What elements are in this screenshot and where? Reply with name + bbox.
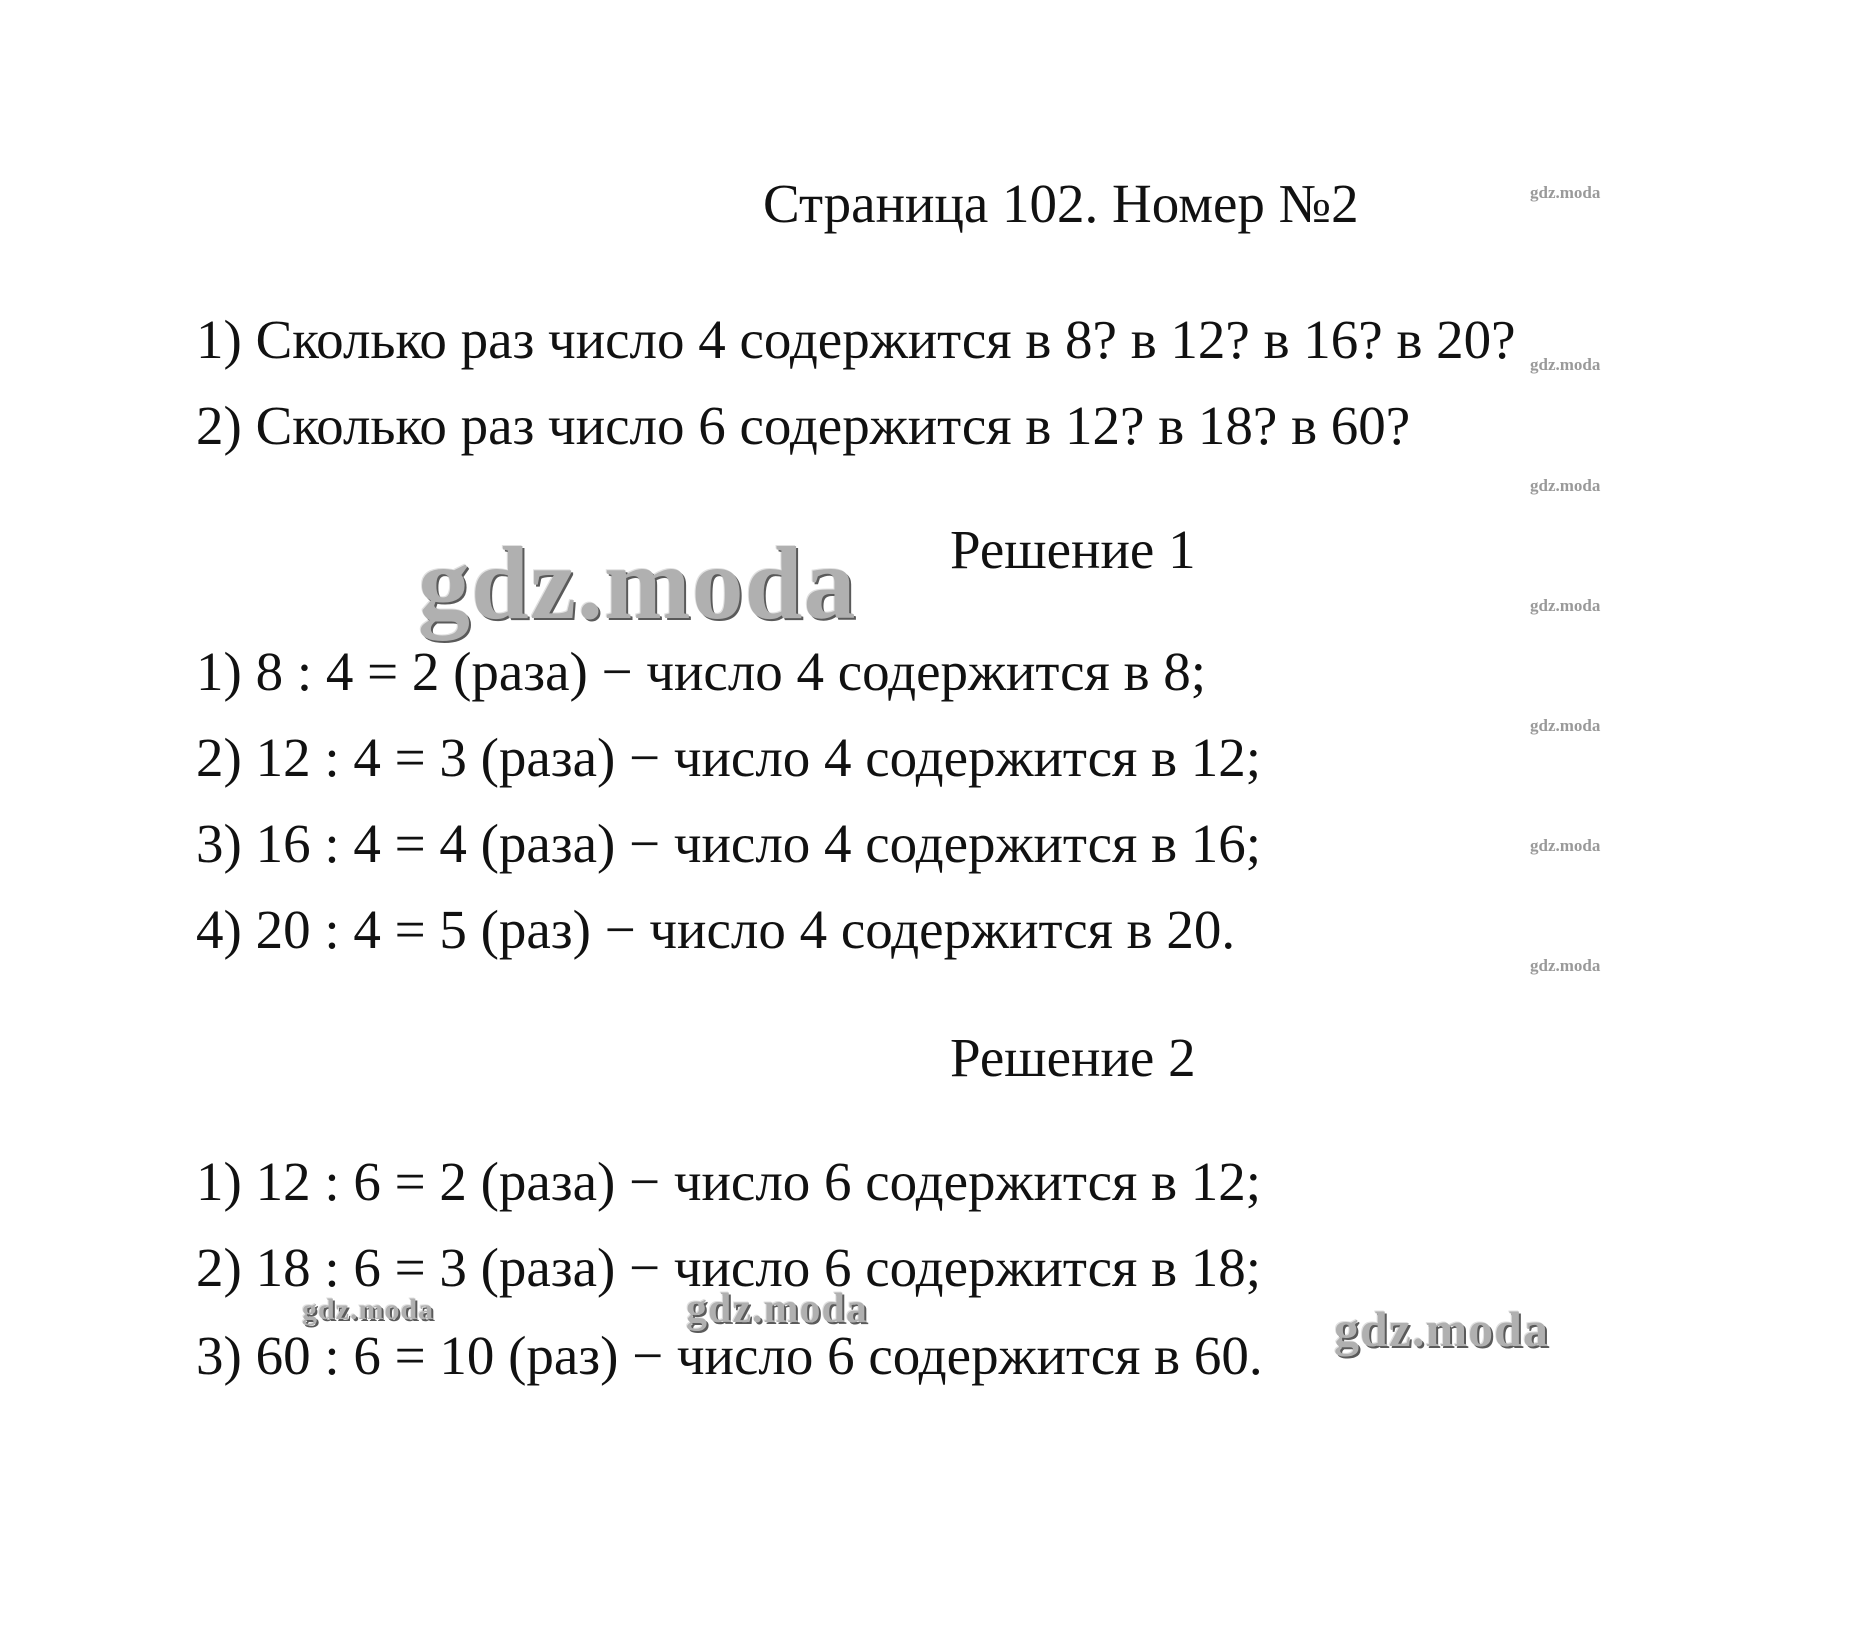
task-line-2: 2) Сколько раз число 6 содержится в 12? в 18? в 60? [196,395,1411,456]
solution-2-heading: Решение 2 [950,1027,1196,1088]
watermark-small: gdz.moda [1530,716,1601,735]
watermark-small: gdz.moda [1530,355,1601,374]
watermark-large: gdz.moda [418,526,857,641]
solution-1-line-4: 4) 20 : 4 = 5 (раз) − число 4 содержится в 20. [196,899,1236,960]
watermark-small: gdz.moda [1530,476,1601,495]
task-line-1: 1) Сколько раз число 4 содержится в 8? в 12? в 16? в 20? [196,309,1516,370]
solution-1-line-1: 1) 8 : 4 = 2 (раза) − число 4 содержится в 8; [196,641,1207,702]
solution-1-line-3: 3) 16 : 4 = 4 (раза) − число 4 содержится в 16; [196,813,1262,874]
solution-2-line-1: 1) 12 : 6 = 2 (раза) − число 6 содержится в 12; [196,1151,1262,1212]
watermark-small: gdz.moda [1530,183,1601,202]
watermark-medium: gdz.moda [686,1286,868,1332]
page-title: Страница 102. Номер №2 [763,173,1359,234]
watermark-medium: gdz.moda [302,1293,435,1326]
solution-1-line-2: 2) 12 : 4 = 3 (раза) − число 4 содержится в 12; [196,727,1262,788]
watermark-medium: gdz.moda [1334,1301,1549,1357]
solution-1-heading: Решение 1 [950,519,1196,580]
solution-2-line-2: 2) 18 : 6 = 3 (раза) − число 6 содержится в 18; [196,1237,1262,1298]
solution-2-line-3: 3) 60 : 6 = 10 (раз) − число 6 содержится в 60. [196,1325,1263,1386]
watermark-small: gdz.moda [1530,596,1601,615]
watermark-small: gdz.moda [1530,836,1601,855]
watermark-small: gdz.moda [1530,956,1601,975]
